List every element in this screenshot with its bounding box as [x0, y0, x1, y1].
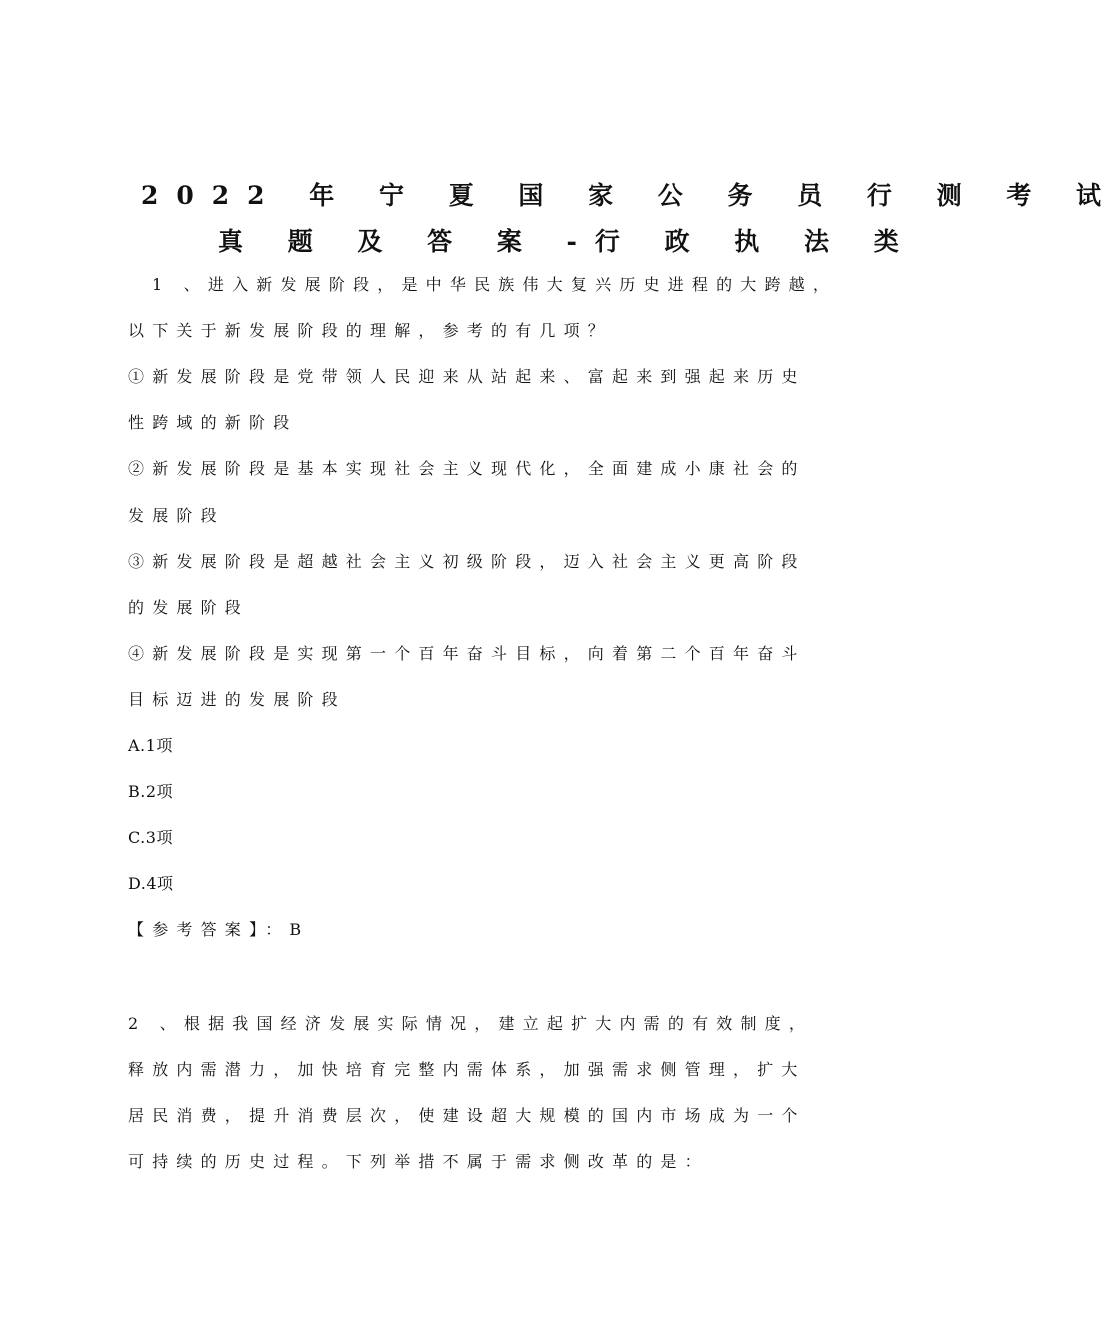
question-1-option-b: B.2项: [128, 782, 174, 801]
question-1-stem-line-2: 以下关于新发展阶段的理解，参考的有几项？: [128, 321, 613, 340]
question-2-stem-line-4: 可持续的历史过程。下列举措不属于需求侧改革的是：: [128, 1152, 709, 1171]
question-1-statement-4-line-2: 目标迈进的发展阶段: [128, 690, 346, 709]
question-1-statement-4-line-1: ④新发展阶段是实现第一个百年奋斗目标，向着第二个百年奋斗: [128, 644, 806, 663]
question-1-statement-3-line-2: 的发展阶段: [128, 598, 250, 617]
question-1-answer: 【参考答案】：B: [128, 920, 310, 939]
question-1-statement-2-line-1: ②新发展阶段是基本实现社会主义现代化，全面建成小康社会的: [128, 459, 806, 478]
question-1-statement-1-line-2: 性跨域的新阶段: [128, 413, 298, 432]
document-title-line-2: 真 题 及 答 案 -行 政 执 法 类: [218, 227, 917, 256]
question-1-option-d: D.4项: [128, 874, 174, 893]
document-title-line-1: 2022 年 宁 夏 国 家 公 务 员 行 测 考 试: [141, 181, 1119, 210]
question-1-statement-2-line-2: 发展阶段: [128, 506, 225, 525]
question-2-stem-line-2: 释放内需潜力，加快培育完整内需体系，加强需求侧管理，扩大: [128, 1060, 806, 1079]
question-2-stem-line-3: 居民消费，提升消费层次，使建设超大规模的国内市场成为一个: [128, 1106, 806, 1125]
question-1-statement-3-line-1: ③新发展阶段是超越社会主义初级阶段，迈入社会主义更高阶段: [128, 552, 806, 571]
question-2-stem-line-1: 2 、根据我国经济发展实际情况，建立起扩大内需的有效制度，: [128, 1014, 814, 1033]
question-1-statement-1-line-1: ①新发展阶段是党带领人民迎来从站起来、富起来到强起来历史: [128, 367, 806, 386]
question-1-stem-line-1: 1 、进入新发展阶段，是中华民族伟大复兴历史进程的大跨越，: [152, 275, 838, 294]
question-1-option-a: A.1项: [128, 736, 173, 755]
question-1-option-c: C.3项: [128, 828, 173, 847]
